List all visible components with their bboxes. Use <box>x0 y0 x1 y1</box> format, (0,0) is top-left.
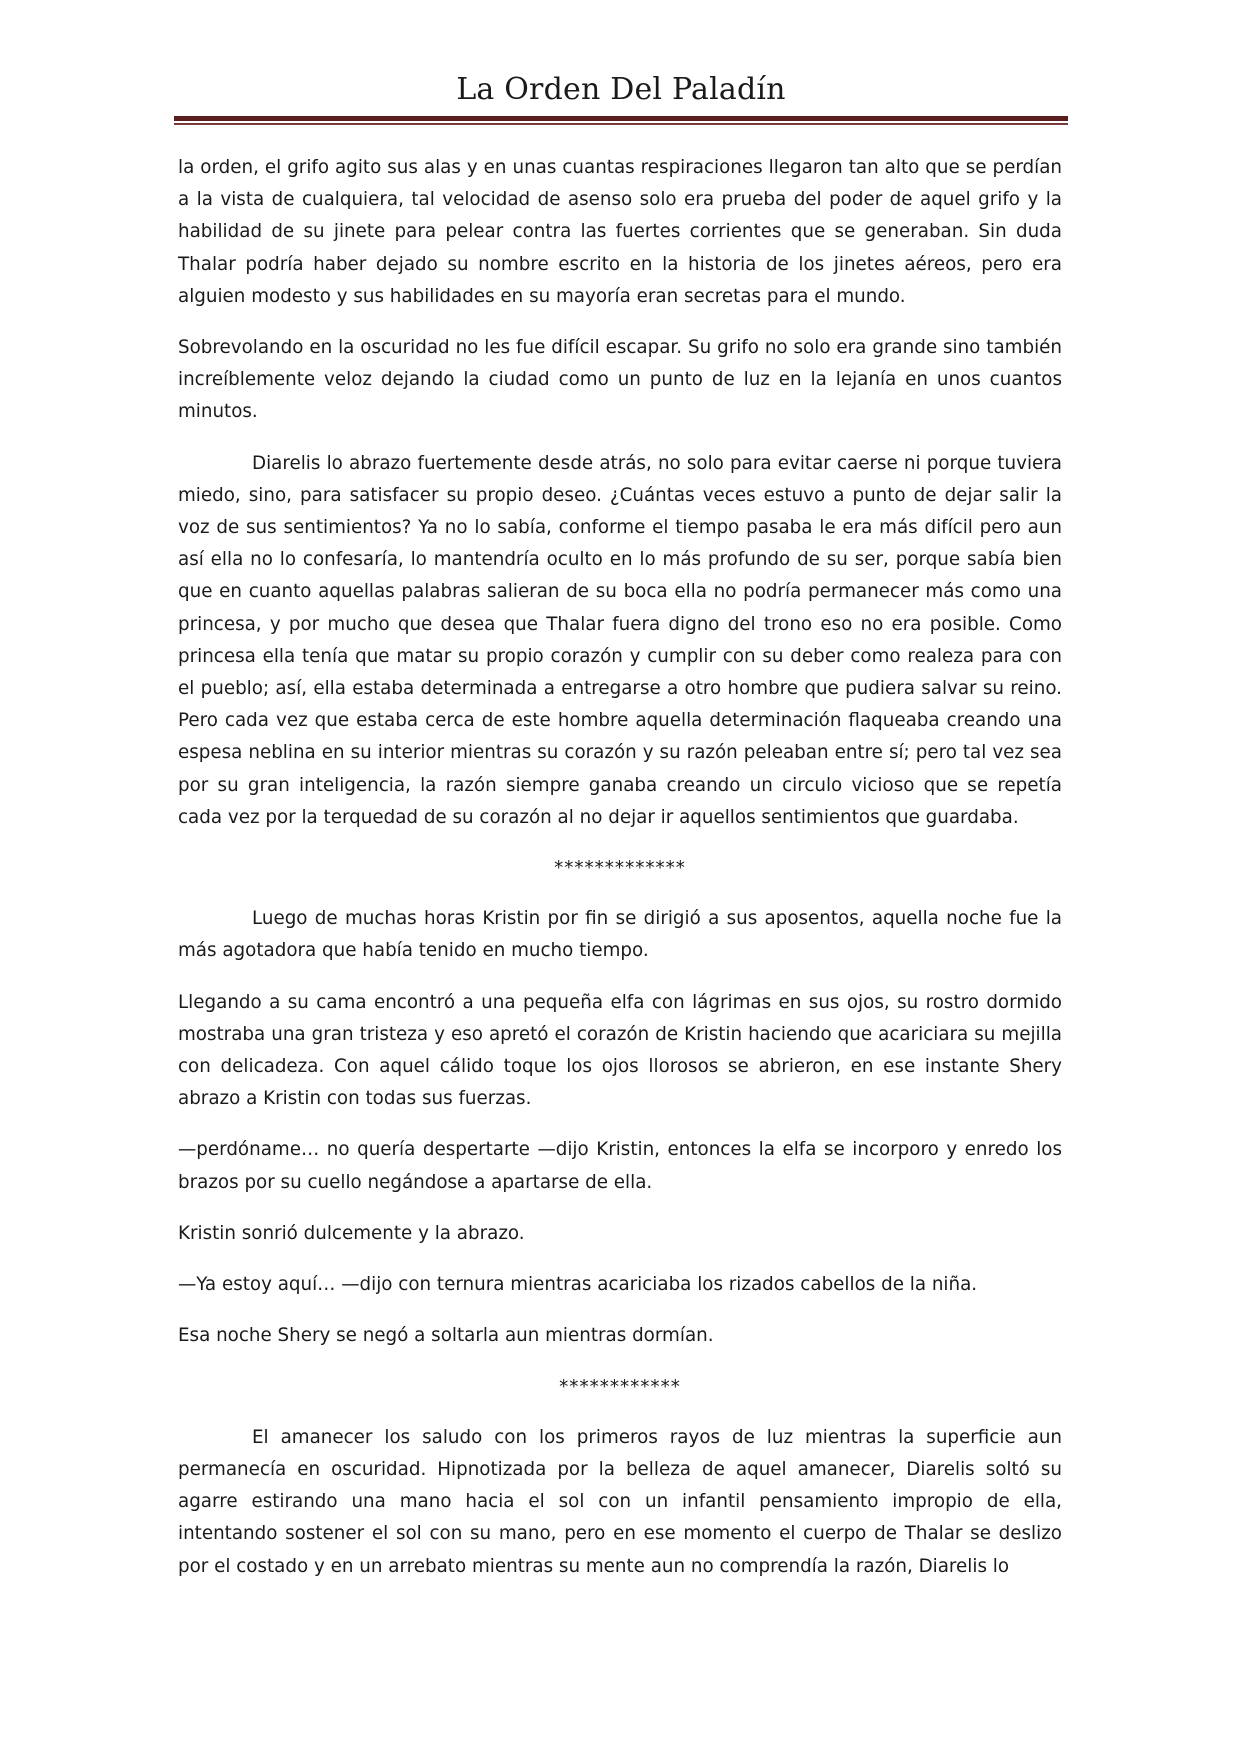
paragraph-2: Sobrevolando en la oscuridad no les fue difícil escapar. Su grifo no solo era grande sino también increíblemente veloz dejando la ciudad como un punto de luz en la lejanía en unos cuantos minutos. <box>178 337 1062 423</box>
paragraph-3: Diarelis lo abrazo fuertemente desde atrás, no solo para evitar caerse ni porque tuviera miedo, sino, para satisfacer su propio deseo. ¿Cuántas veces estuvo a punto de dejar salir la voz de sus sentimientos? Ya no lo sabía, conforme el tiempo pasaba le era más difícil pero aun así ella no lo confesaría, lo mantendría oculto en lo más profundo de su ser, porque sabía bien que en cuanto aquellas palabras salieran de su boca ella no podría permanecer más como una princesa, y por mucho que desea que Thalar fuera digno del trono eso no era posible. Como princesa ella tenía que matar su propio corazón y cumplir con su deber como realeza para con el pueblo; así, ella estaba determinada a entregarse a otro hombre que pudiera salvar su reino. Pero cada vez que estaba cerca de este hombre aquella determinación flaqueaba creando una espesa neblina en su interior mientras su corazón y su razón peleaban entre sí; pero tal vez sea por su gran inteligencia, la razón siempre ganaba creando un circulo vicioso que se repetía cada vez por la terquedad de su corazón al no dejar ir aquellos sentimientos que guardaba. <box>178 452 1062 828</box>
paragraph-10: El amanecer los saludo con los primeros rayos de luz mientras la superficie aun permanecía en oscuridad. Hipnotizada por la belleza de aquel amanecer, Diarelis soltó su agarre estirando una mano hacia el sol con un infantil pensamiento impropio de ella, intentando sostener el sol con su mano, pero en ese momento el cuerpo de Thalar se deslizo por el costado y en un arrebato mientras su mente aun no comprendía la razón, Diarelis lo <box>178 1426 1062 1577</box>
header-rule-thin <box>174 123 1068 125</box>
scene-separator-1: ************* <box>554 858 686 880</box>
paragraph-1: la orden, el grifo agito sus alas y en unas cuantas respiraciones llegaron tan alto que se perdían a la vista de cualquiera, tal velocidad de asenso solo era prueba del poder de aquel grifo y la habilidad de su jinete para pelear contra las fuertes corrientes que se generaban. Sin duda Thalar podría haber dejado su nombre escrito en la historia de los jinetes aéreos, pero era alguien modesto y sus habilidades en su mayoría eran secretas para el mundo. <box>178 157 1062 307</box>
paragraph-5: Llegando a su cama encontró a una pequeña elfa con lágrimas en sus ojos, su rostro dormido mostraba una gran tristeza y eso apretó el corazón de Kristin haciendo que acariciara su mejilla con delicadeza. Con aquel cálido toque los ojos llorosos se abrieron, en ese instante Shery abrazo a Kristin con todas sus fuerzas. <box>178 991 1062 1110</box>
paragraph-6: —perdóname… no quería despertarte —dijo Kristin, entonces la elfa se incorporo y enredo los brazos por su cuello negándose a apartarse de ella. <box>178 1139 1062 1193</box>
body-text <box>178 152 1062 1602</box>
paragraph-9: Esa noche Shery se negó a soltarla aun mientras dormían. <box>178 1325 714 1347</box>
paragraph-4: Luego de muchas horas Kristin por fin se dirigió a sus aposentos, aquella noche fue la más agotadora que había tenido en mucho tiempo. <box>178 908 1062 962</box>
book-title: La Orden Del Paladín <box>456 72 786 107</box>
header-rule-thick <box>174 116 1068 121</box>
page-header <box>174 70 1068 110</box>
paragraph-8: —Ya estoy aquí… —dijo con ternura mientras acariciaba los rizados cabellos de la niña. <box>178 1274 978 1296</box>
header-rule <box>174 116 1068 125</box>
paragraph-7: Kristin sonrió dulcemente y la abrazo. <box>178 1222 525 1244</box>
scene-separator-2: ************ <box>559 1376 681 1398</box>
